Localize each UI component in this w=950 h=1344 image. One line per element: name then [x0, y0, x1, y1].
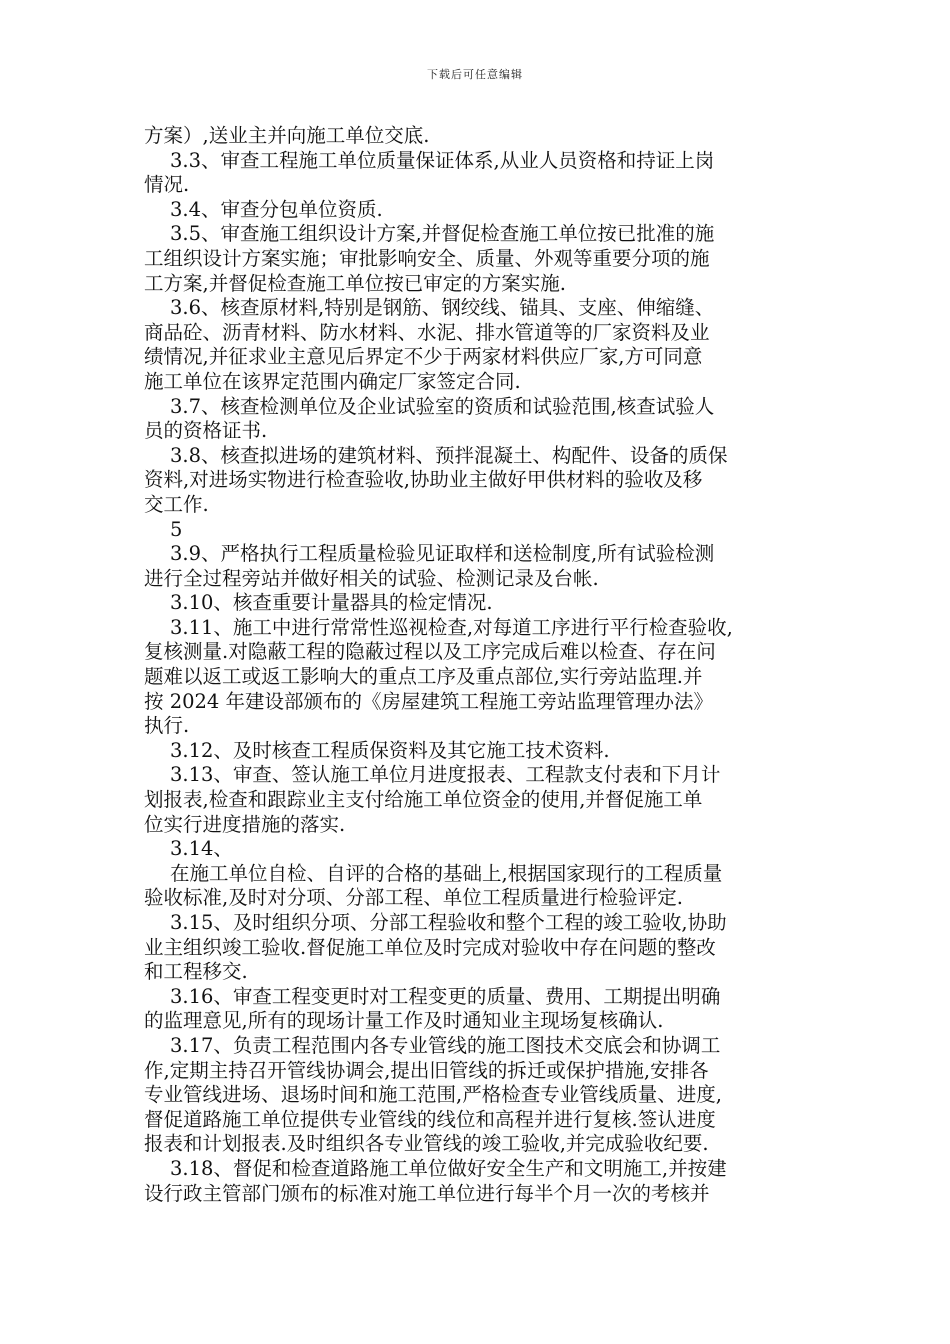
text-line: 交工作.: [144, 492, 209, 516]
text-line: 3.16、审查工程变更时对工程变更的质量、费用、工期提出明确: [170, 984, 721, 1008]
page-header-note: 下载后可任意编辑: [427, 68, 523, 81]
text-line: 3.11、施工中进行常常性巡视检查,对每道工序进行平行检查验收,: [170, 615, 733, 639]
text-line: 3.9、严格执行工程质量检验见证取样和送检制度,所有试验检测: [170, 542, 715, 566]
text-line: 3.3、审查工程施工单位质量保证体系,从业人员资格和持证上岗: [170, 148, 715, 172]
text-line: 3.13、审查、签认施工单位月进度报表、工程款支付表和下月计: [170, 763, 721, 787]
text-line: 资料,对进场实物进行检查验收,协助业主做好甲供材料的验收及移: [144, 468, 703, 492]
text-line: 3.12、及时核查工程质保资料及其它施工技术资料.: [170, 738, 610, 762]
text-line: 验收标准,及时对分项、分部工程、单位工程质量进行检验评定.: [144, 886, 683, 910]
text-line: 报表和计划报表.及时组织各专业管线的竣工验收,并完成验收纪要.: [144, 1132, 709, 1156]
text-line: 在施工单位自检、自评的合格的基础上,根据国家现行的工程质量: [170, 861, 723, 885]
text-line: 和工程移交.: [144, 960, 248, 984]
text-line: 3.4、审查分包单位资质.: [170, 197, 383, 221]
text-line: 情况.: [144, 173, 190, 197]
text-line: 进行全过程旁站并做好相关的试验、检测记录及台帐.: [144, 566, 599, 590]
text-line: 施工单位在该界定范围内确定厂家签定合同.: [144, 369, 521, 393]
text-line: 作,定期主持召开管线协调会,提出旧管线的拆迁或保护措施,安排各: [144, 1058, 709, 1082]
text-line: 商品砼、沥青材料、防水材料、水泥、排水管道等的厂家资料及业: [144, 320, 710, 344]
text-line: 3.10、核查重要计量器具的检定情况.: [170, 591, 493, 615]
text-line: 设行政主管部门颁布的标准对施工单位进行每半个月一次的考核并: [144, 1181, 710, 1205]
text-line: 业主组织竣工验收.督促施工单位及时完成对验收中存在问题的整改: [144, 935, 716, 959]
text-line: 复核测量.对隐蔽工程的隐蔽过程以及工序完成后难以检查、存在问: [144, 640, 716, 664]
text-line: 划报表,检查和跟踪业主支付给施工单位资金的使用,并督促施工单: [144, 788, 703, 812]
text-line: 工方案,并督促检查施工单位按已审定的方案实施.: [144, 271, 566, 295]
text-line: 按 2024 年建设部颁布的《房屋建筑工程施工旁站监理管理办法》: [144, 689, 714, 713]
text-line: 3.8、核查拟进场的建筑材料、预拌混凝土、构配件、设备的质保: [170, 443, 728, 467]
text-line: 员的资格证书.: [144, 419, 268, 443]
text-line: 3.17、负责工程范围内各专业管线的施工图技术交底会和协调工: [170, 1033, 721, 1057]
text-line: 工组织设计方案实施；审批影响安全、质量、外观等重要分项的施: [144, 246, 710, 270]
text-line: 3.7、核查检测单位及企业试验室的资质和试验范围,核查试验人: [170, 394, 715, 418]
text-line: 绩情况,并征求业主意见后界定不少于两家材料供应厂家,方可同意: [144, 345, 703, 369]
text-line: 3.6、核查原材料,特别是钢筋、钢绞线、锚具、支座、伸缩缝、: [170, 296, 715, 320]
text-line: 3.18、督促和检查道路施工单位做好安全生产和文明施工,并按建: [170, 1156, 727, 1180]
text-line: 3.15、及时组织分项、分部工程验收和整个工程的竣工验收,协助: [170, 911, 727, 934]
document-body: [144, 124, 816, 1206]
text-line: 专业管线进场、退场时间和施工范围,严格检查专业管线质量、进度,: [144, 1083, 722, 1107]
text-line: 位实行进度措施的落实.: [144, 812, 346, 836]
text-line: 的监理意见,所有的现场计量工作及时通知业主现场复核确认.: [144, 1009, 664, 1033]
text-line: 执行.: [144, 714, 190, 738]
text-line: 3.14、: [170, 837, 233, 861]
text-line: 5: [170, 517, 183, 541]
text-line: 3.5、审查施工组织设计方案,并督促检查施工单位按已批准的施: [170, 222, 715, 246]
text-line: 题难以返工或返工影响大的重点工序及重点部位,实行旁站监理.并: [144, 665, 703, 689]
text-line: 督促道路施工单位提供专业管线的线位和高程并进行复核.签认进度: [144, 1107, 716, 1131]
text-line: 方案）,送业主并向施工单位交底.: [144, 124, 430, 147]
